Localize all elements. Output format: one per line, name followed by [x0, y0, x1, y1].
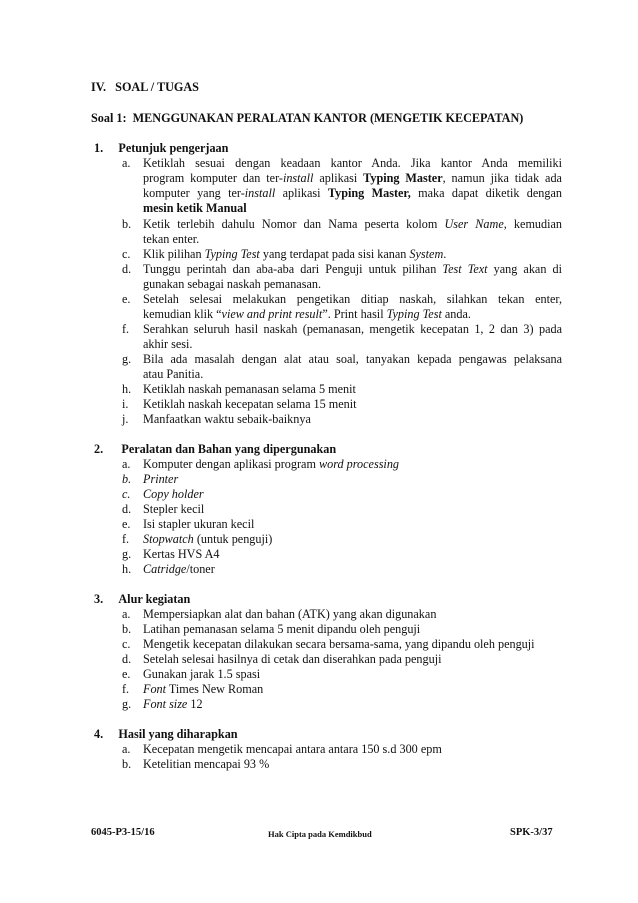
- list-item: Gunakan jarak 1.5 spasi: [143, 667, 261, 681]
- item-label: b.: [122, 217, 132, 231]
- list-item: Catridge/toner: [143, 562, 215, 576]
- item-label: a.: [122, 156, 131, 170]
- list-item: Klik pilihan Typing Test yang terdapat pada sisi kanan System.: [143, 247, 447, 261]
- item-label: d.: [122, 262, 132, 276]
- section-heading: IV. SOAL / TUGAS: [91, 80, 199, 94]
- item-label: g.: [122, 547, 132, 561]
- group-3-heading: 3. Alur kegiatan: [94, 592, 191, 606]
- item-label: e.: [122, 667, 131, 681]
- item-label: b.: [122, 757, 132, 771]
- list-item: Serahkan seluruh hasil naskah (pemanasan, mengetik kecepatan 1, 2 dan 3) pada akhir sesi.: [143, 322, 562, 351]
- footer-copyright: Hak Cipta pada Kemdikbud: [268, 829, 372, 839]
- group-1-heading: 1. Petunjuk pengerjaan: [94, 141, 229, 155]
- item-label: e.: [122, 517, 131, 531]
- list-item: Ketelitian mencapai 93 %: [143, 757, 270, 771]
- list-item: Komputer dengan aplikasi program word processing: [143, 457, 400, 471]
- group-2-heading: 2. Peralatan dan Bahan yang dipergunakan: [94, 442, 337, 456]
- list-item: Stopwatch (untuk penguji): [143, 532, 273, 546]
- footer-page: SPK-3/37: [510, 827, 553, 838]
- item-label: j.: [122, 412, 129, 426]
- item-label: d.: [122, 502, 132, 516]
- list-item: Mempersiapkan alat dan bahan (ATK) yang akan digunakan: [143, 607, 437, 621]
- item-label: h.: [122, 562, 132, 576]
- list-item: Kertas HVS A4: [143, 547, 220, 561]
- list-item: Copy holder: [143, 487, 204, 501]
- list-item: Font size 12: [143, 697, 203, 711]
- item-label: g.: [122, 352, 132, 366]
- list-item: Setelah selesai melakukan pengetikan ditiap naskah, silahkan tekan enter, kemudian klik “view and print result”. Print hasil Typing Test anda.: [143, 292, 562, 321]
- item-label: c.: [122, 487, 131, 501]
- list-item: Kecepatan mengetik mencapai antara antara 150 s.d 300 epm: [143, 742, 442, 756]
- soal-heading: Soal 1: MENGGUNAKAN PERALATAN KANTOR (MENGETIK KECEPATAN): [91, 111, 524, 125]
- item-label: f.: [122, 532, 130, 546]
- list-item: Bila ada masalah dengan alat atau soal, tanyakan kepada pengawas pelaksana atau Panitia.: [143, 352, 562, 381]
- list-item: Ketiklah naskah pemanasan selama 5 menit: [143, 382, 356, 396]
- item-label: a.: [122, 742, 131, 756]
- list-item: Stepler kecil: [143, 502, 205, 516]
- group-4-heading: 4. Hasil yang diharapkan: [94, 727, 238, 741]
- list-item: Ketiklah naskah kecepatan selama 15 menit: [143, 397, 357, 411]
- list-item: Ketik terlebih dahulu Nomor dan Nama peserta kolom User Name, kemudian tekan enter.: [143, 217, 562, 246]
- item-label: b.: [122, 622, 132, 636]
- list-item: Font Times New Roman: [143, 682, 264, 696]
- item-label: e.: [122, 292, 131, 306]
- item-label: f.: [122, 682, 130, 696]
- list-item: Ketiklah sesuai dengan keadaan kantor Anda. Jika kantor Anda memiliki program komputer dan ter-install aplikasi Typing Master, namun jika tidak ada komputer yang ter-install aplikasi Typing Master, maka dapat diketik dengan mesin ketik Manual: [143, 156, 562, 215]
- item-label: a.: [122, 607, 131, 621]
- item-label: h.: [122, 382, 132, 396]
- footer-code: 6045-P3-15/16: [91, 827, 155, 838]
- item-label: i.: [122, 397, 129, 411]
- list-item: Tunggu perintah dan aba-aba dari Penguji untuk pilihan Test Text yang akan di gunakan sebagai naskah pemanasan.: [143, 262, 563, 291]
- item-label: g.: [122, 697, 132, 711]
- list-item: Printer: [143, 472, 179, 486]
- item-label: d.: [122, 652, 132, 666]
- list-item: Manfaatkan waktu sebaik-baiknya: [143, 412, 311, 426]
- item-label: c.: [122, 247, 131, 261]
- list-item: Mengetik kecepatan dilakukan secara bersama-sama, yang dipandu oleh penguji: [143, 637, 535, 651]
- item-label: c.: [122, 637, 131, 651]
- item-label: b.: [122, 472, 132, 486]
- list-item: Setelah selesai hasilnya di cetak dan diserahkan pada penguji: [143, 652, 442, 666]
- item-label: f.: [122, 322, 130, 336]
- item-label: a.: [122, 457, 131, 471]
- list-item: Latihan pemanasan selama 5 menit dipandu oleh penguji: [143, 622, 421, 636]
- list-item: Isi stapler ukuran kecil: [143, 517, 255, 531]
